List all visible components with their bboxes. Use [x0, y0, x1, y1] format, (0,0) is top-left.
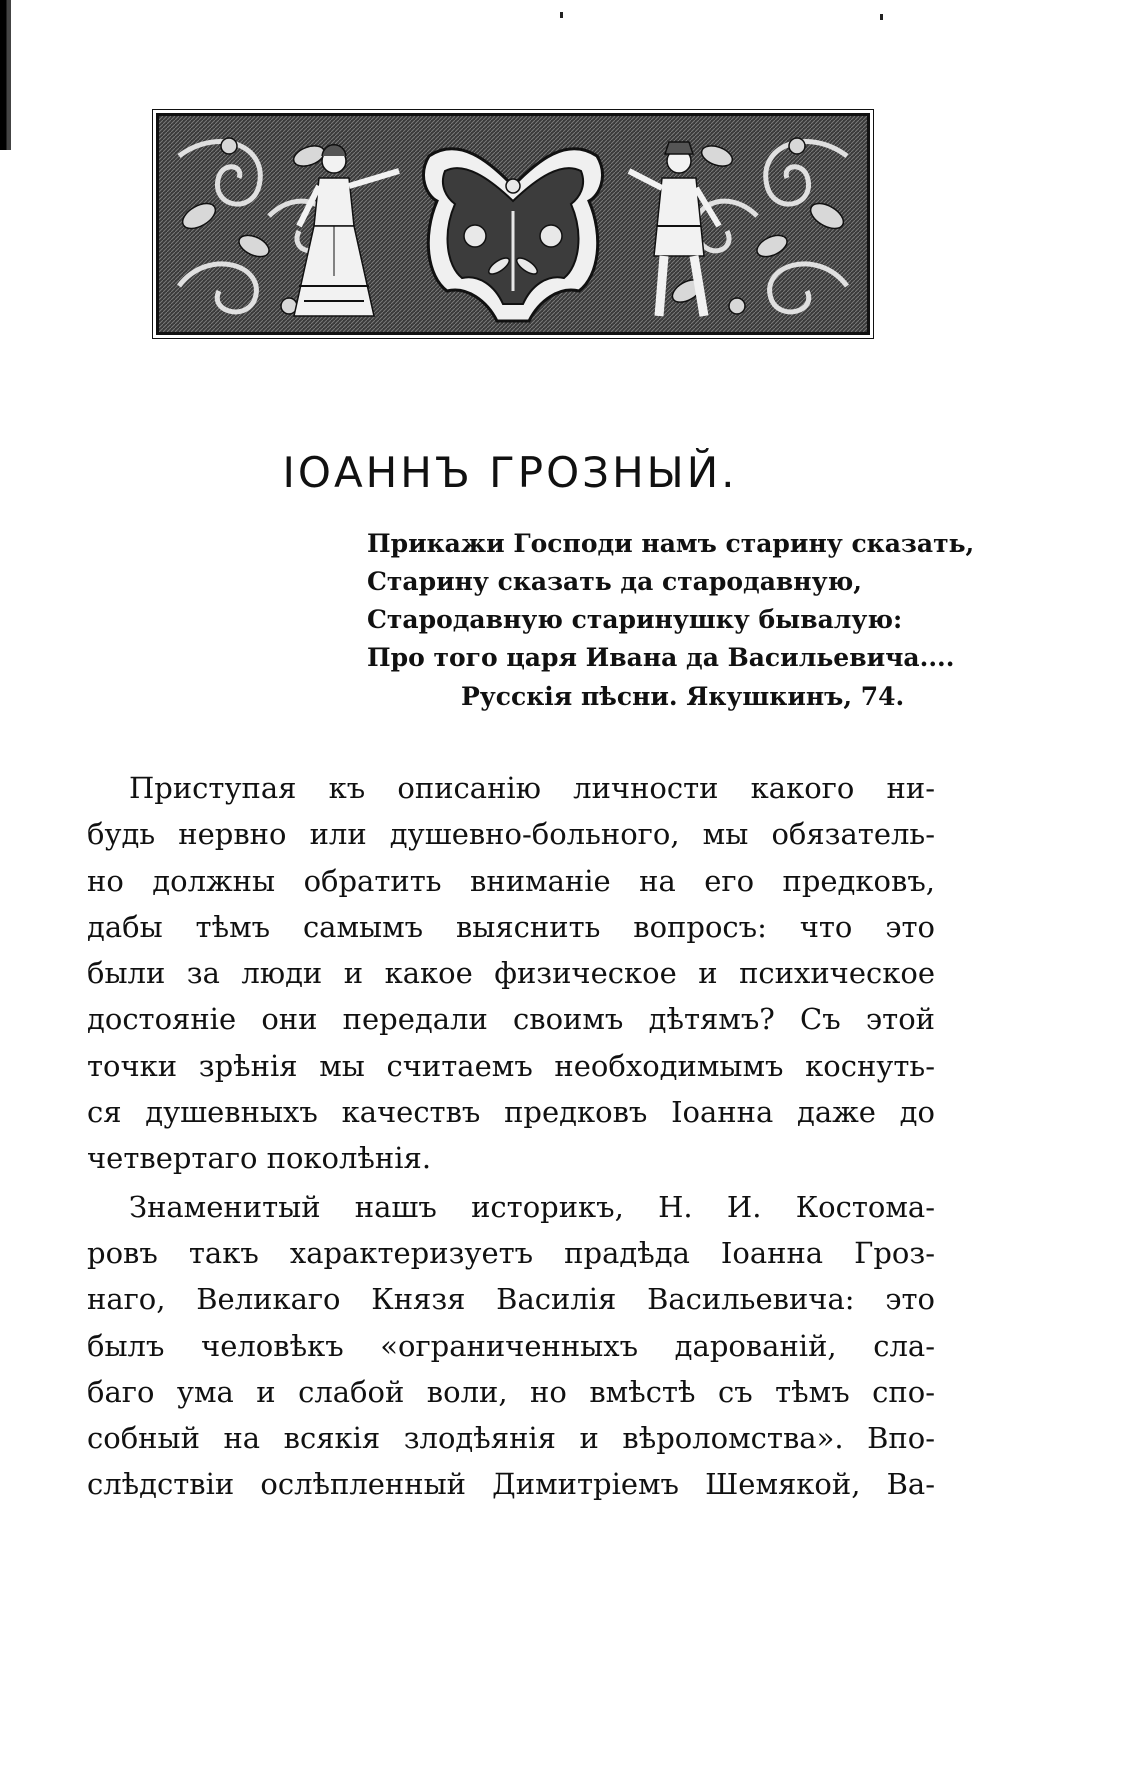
text-line: будь нервно или душевно-больного, мы обязатель-: [87, 817, 935, 852]
text-line: собный на всякія злодѣянія и вѣроломства». Впо-: [87, 1421, 935, 1456]
text-line: былъ человѣкъ «ограниченныхъ дарованій, сла-: [87, 1328, 935, 1363]
paragraph: [87, 1184, 935, 1508]
text-line: Приступая къ описанію личности какого ни-: [129, 771, 935, 805]
text-line: наго, Великаго Князя Василія Васильевича: это: [87, 1282, 935, 1317]
epigraph: [367, 525, 975, 716]
text-line: точки зрѣнія мы считаемъ необходимымъ коснуть-: [87, 1048, 935, 1083]
text-line: ровъ такъ характеризуетъ прадѣда Іоанна Гроз-: [87, 1235, 935, 1270]
text-line: достояніе они передали своимъ дѣтямъ? Съ этой: [87, 1002, 935, 1037]
print-speck: [880, 14, 883, 20]
page-edge-shadow: [0, 0, 11, 150]
epigraph-line: Прикажи Господи намъ старину сказать,: [367, 529, 975, 558]
epigraph-line: Про того царя Ивана да Васильевича....: [367, 643, 955, 672]
text-line: ся душевныхъ качествъ предковъ Іоанна даже до: [87, 1095, 935, 1130]
epigraph-source: Русскія пѣсни. Якушкинъ, 74.: [461, 682, 905, 711]
folk-ornament-headpiece-icon: [159, 116, 867, 332]
text-line: дабы тѣмъ самымъ выяснить вопросъ: что это: [87, 909, 935, 944]
epigraph-line: Стародавную старинушку бывалую:: [367, 605, 903, 634]
text-line: четвертаго поколѣнія.: [87, 1141, 432, 1176]
text-line: слѣдствіи ослѣпленный Димитріемъ Шемякой, Ва-: [87, 1467, 935, 1502]
epigraph-line: Старину сказать да стародавную,: [367, 567, 862, 596]
text-line: были за люди и какое физическое и психическое: [87, 956, 935, 991]
text-line: баго ума и слабой воли, но вмѣстѣ съ тѣмъ спо-: [87, 1374, 935, 1409]
body-text: [87, 765, 935, 1508]
text-line: но должны обратить вниманіе на его предковъ,: [87, 863, 935, 898]
paragraph: [87, 765, 935, 1182]
text-line: Знаменитый нашъ историкъ, Н. И. Костома-: [129, 1189, 935, 1224]
chapter-title: ІОАННЪ ГРОЗНЫЙ.: [282, 448, 738, 497]
print-speck: [560, 12, 563, 18]
ornamental-headpiece: [156, 113, 870, 335]
